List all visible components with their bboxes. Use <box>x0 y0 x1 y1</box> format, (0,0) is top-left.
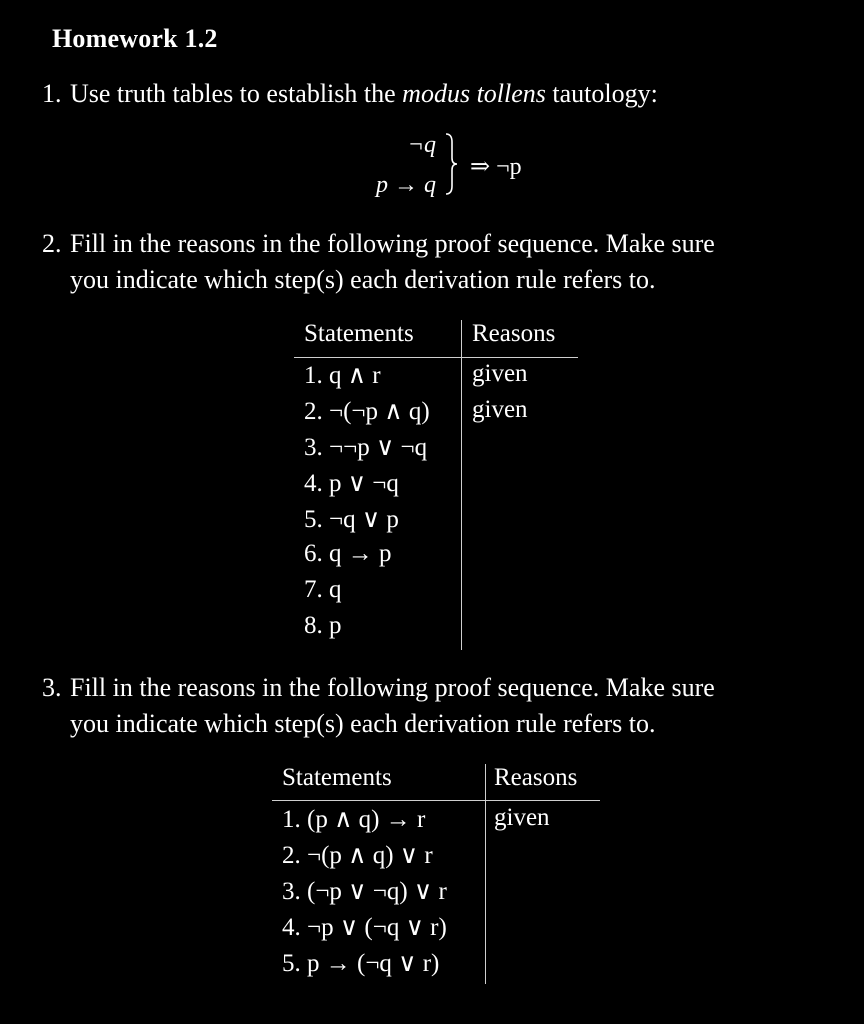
formula-conclusion: ⇒ ¬p <box>470 154 522 180</box>
proof-statement: 2. ¬(p ∧ q) ∨ r <box>282 842 433 869</box>
reasons-header: Reasons <box>494 764 578 791</box>
proof-statement: 2. ¬(¬p ∧ q) <box>304 398 430 425</box>
proof-statement: 3. ¬¬p ∨ ¬q <box>304 434 428 461</box>
problem-1-text-after: tautology: <box>545 79 658 108</box>
proof-statement: 4. p ∨ ¬q <box>304 470 399 497</box>
column-divider <box>485 764 486 984</box>
statements-header: Statements <box>282 764 392 791</box>
problem-2-line-1: Fill in the reasons in the following proof sequence. Make sure <box>70 229 715 258</box>
header-divider <box>272 800 600 801</box>
proof-statement: 8. p <box>304 612 342 639</box>
proof-table-problem-2 <box>294 318 578 654</box>
problem-1-text-before: Use truth tables to establish the <box>70 79 403 108</box>
problem-3-line-2: you indicate which step(s) each derivation rule refers to. <box>70 709 656 738</box>
problem-3-number: 3. <box>42 673 62 702</box>
proof-statement: 7. q <box>304 576 342 603</box>
proof-reason: given <box>472 396 528 423</box>
column-divider <box>461 320 462 650</box>
page-title: Homework 1.2 <box>52 24 218 53</box>
proof-statement: 3. (¬p ∨ ¬q) ∨ r <box>282 878 447 905</box>
header-divider <box>294 357 578 358</box>
problem-2-line-2: you indicate which step(s) each derivation rule refers to. <box>70 265 656 294</box>
problem-1-text-emph: modus tollens <box>402 79 546 108</box>
proof-reason: given <box>472 360 528 387</box>
formula-premise-bottom: p → q <box>376 172 436 198</box>
problem-2 <box>42 226 832 298</box>
reasons-header: Reasons <box>472 320 556 347</box>
proof-reason: given <box>494 804 550 831</box>
proof-statement: 6. q → p <box>304 540 392 567</box>
proof-statement: 1. (p ∧ q) → r <box>282 806 426 833</box>
modus-tollens-formula <box>340 128 560 204</box>
right-brace-icon <box>444 132 458 196</box>
proof-statement: 4. ¬p ∨ (¬q ∨ r) <box>282 914 447 941</box>
problem-3-line-1: Fill in the reasons in the following proof sequence. Make sure <box>70 673 715 702</box>
statements-header: Statements <box>304 320 414 347</box>
problem-3 <box>42 670 832 742</box>
problem-2-number: 2. <box>42 229 62 258</box>
proof-table-problem-3 <box>272 762 602 988</box>
problem-1-number: 1. <box>42 79 62 108</box>
problem-1 <box>42 76 832 112</box>
proof-statement: 5. ¬q ∨ p <box>304 506 399 533</box>
proof-statement: 5. p → (¬q ∨ r) <box>282 950 440 977</box>
formula-premise-top: ¬q <box>407 132 436 158</box>
proof-statement: 1. q ∧ r <box>304 362 381 389</box>
